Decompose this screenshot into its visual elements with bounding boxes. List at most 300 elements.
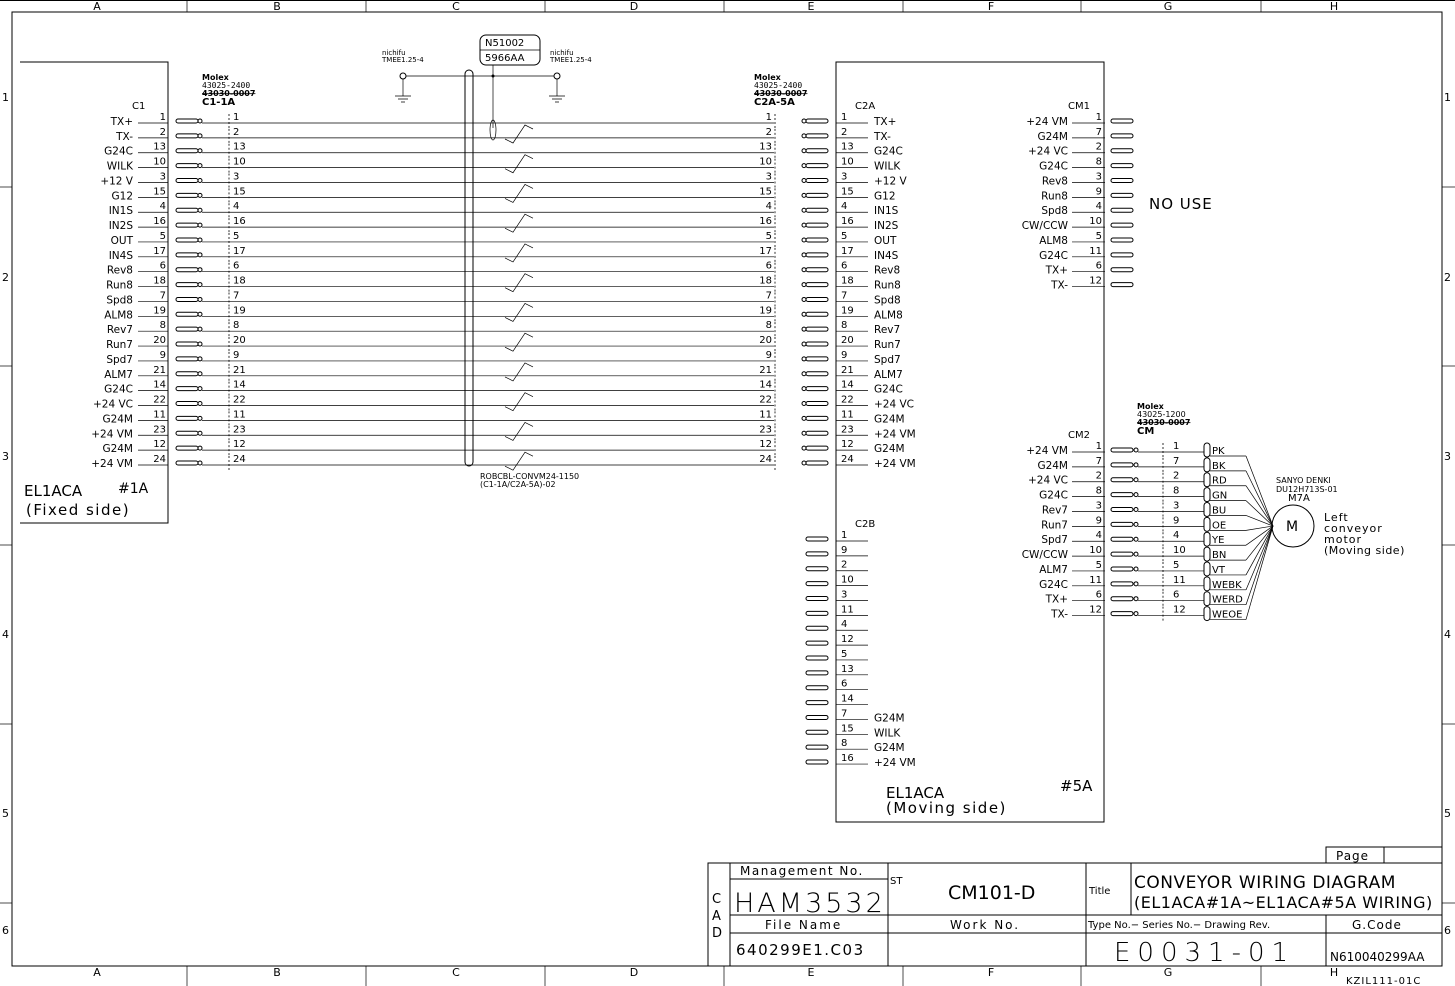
twist-marker-icon	[505, 333, 533, 351]
pin-contact-icon	[806, 268, 828, 272]
pin-contact-icon	[806, 402, 828, 406]
c2b-signal-label: WILK	[874, 727, 901, 740]
c2a-pin-number: 21	[841, 364, 854, 376]
left-unit-box	[20, 62, 168, 523]
c2b-pin-row	[806, 694, 868, 710]
wire-ferrule-icon	[1204, 473, 1210, 487]
c1-pin-number: 20	[153, 335, 166, 347]
c2a-pin-number: 14	[841, 379, 854, 391]
grid-col-top: G	[1163, 0, 1173, 13]
c2b-pin-number: 12	[841, 634, 854, 646]
c1-plug-pin-number: 5	[233, 230, 240, 242]
pin-contact-icon	[1111, 537, 1133, 541]
pin-contact-icon	[806, 656, 828, 660]
cm1-pin-row	[1026, 112, 1133, 128]
c2a-plug-pin-number: 4	[765, 201, 772, 213]
motor-desc-1: Left	[1324, 511, 1349, 524]
wire-row	[107, 320, 900, 351]
wire-row	[115, 127, 891, 143]
cm1-signal-label: Rev8	[1041, 175, 1068, 188]
c1-plug-pin-number: 22	[233, 394, 246, 406]
c1-plug-pin-number: 9	[233, 349, 240, 361]
cm-plug-pin-number: 2	[1173, 470, 1180, 482]
cm2-pin-row	[1039, 486, 1273, 526]
wire-ferrule-icon	[1204, 502, 1210, 516]
pin-contact-icon	[806, 149, 828, 153]
cm-plug-pin-number: 12	[1173, 604, 1186, 616]
cm1-pin-number: 6	[1095, 260, 1102, 272]
c1-signal-label: +12 V	[100, 175, 133, 188]
c2b-pin-number: 2	[841, 559, 848, 571]
motor-symbol: M	[1286, 519, 1299, 535]
wire-row	[107, 157, 902, 173]
motor-wire-color: BK	[1212, 460, 1226, 472]
grid-col-top: D	[629, 0, 639, 13]
c2b-pin-row	[806, 560, 868, 576]
twist-marker-icon	[505, 155, 533, 173]
c2a-plug-pin-number: 10	[759, 156, 772, 168]
wire-ferrule-icon	[1204, 443, 1210, 457]
drawing-number: E0031-01	[1114, 938, 1296, 968]
grid-col-bottom: A	[93, 966, 101, 979]
c1-plug-pin-number: 10	[233, 156, 246, 168]
file-name-label: File Name	[765, 918, 843, 932]
c1-id: C1	[132, 101, 146, 112]
pin-contact-icon	[806, 582, 828, 586]
c1-pin-number: 12	[153, 439, 166, 451]
management-label: Management No.	[740, 864, 864, 878]
c1-part1: 43025-2400	[202, 81, 251, 90]
cm2-signal-label: G24C	[1039, 578, 1068, 591]
c2a-plug-pin-number: 16	[759, 216, 772, 228]
c1-signal-label: Spd8	[106, 294, 133, 307]
twist-marker-icon	[505, 303, 533, 321]
left-unit-name: EL1ACA	[24, 482, 83, 500]
cad-letter-d: D	[712, 926, 723, 941]
c1-pin-number: 5	[159, 230, 166, 242]
c2b-id: C2B	[855, 519, 876, 530]
c2a-part2: 43030-0007	[754, 89, 808, 98]
c1-pin-number: 16	[153, 216, 166, 228]
c2a-pin-number: 24	[841, 454, 854, 466]
pin-contact-icon	[806, 730, 828, 734]
cm1-signal-label: Spd8	[1041, 205, 1068, 218]
cm2-pin-row	[1039, 526, 1273, 576]
c1-plug-pin-number: 21	[233, 364, 246, 376]
c2b-pin-row	[806, 708, 905, 724]
cm-plug-pin-number: 10	[1173, 545, 1186, 557]
grid-row-right: 2	[1444, 271, 1451, 284]
type-no-label: Type No.− Series No.− Drawing Rev.	[1088, 920, 1271, 931]
motor-wire-color: BN	[1212, 550, 1227, 562]
cm2-pin-number: 5	[1095, 559, 1102, 571]
cable-part-number: ROBCBL-CONVM24-1150	[480, 472, 580, 481]
file-name: 640299E1.C03	[736, 941, 865, 959]
pin-contact-icon	[806, 461, 828, 465]
c2a-plug-pin-number: 2	[765, 126, 772, 138]
wire-row	[112, 186, 896, 202]
c1-plug-pin-number: 13	[233, 141, 246, 153]
c1-plug-pin-number: 7	[233, 290, 240, 302]
cm2-signal-label: +24 VC	[1027, 474, 1068, 487]
motor-desc-3: motor	[1324, 533, 1363, 546]
wire-ferrule-icon	[1204, 562, 1210, 576]
pin-contact-icon	[1111, 253, 1133, 257]
grid-row-left: 1	[2, 91, 9, 104]
left-terminal-maker: nichifu	[382, 49, 406, 57]
cm1-pin-row	[1039, 157, 1133, 173]
pin-contact-icon	[806, 611, 828, 615]
pin-contact-icon	[806, 164, 828, 168]
pin-contact-icon	[1111, 552, 1133, 556]
cm2-pin-row	[1045, 526, 1273, 606]
cm2-pin-row	[1042, 500, 1273, 526]
c2a-pin-number: 11	[841, 409, 854, 421]
left-connector-header	[132, 73, 255, 112]
c1-plug-pin-number: 15	[233, 186, 246, 198]
cm2-signal-label: CW/CCW	[1021, 549, 1068, 562]
pin-contact-icon	[806, 387, 828, 391]
c2b-pin-number: 3	[841, 589, 848, 601]
c2a-signal-label: ALM7	[874, 368, 903, 381]
motor-wire-color: WEBK	[1212, 579, 1242, 591]
c2b-pin-number: 4	[841, 619, 848, 631]
c1-pin-number: 19	[153, 305, 166, 317]
pin-contact-icon	[1111, 193, 1133, 197]
c2b-pin-row	[806, 634, 868, 650]
c1-signal-label: IN2S	[108, 220, 133, 233]
cm-plug-pin-number: 9	[1173, 515, 1180, 527]
grid-col-bottom: G	[1163, 966, 1173, 979]
cm2-pin-number: 3	[1095, 500, 1102, 512]
c2a-signal-label: IN1S	[874, 205, 899, 218]
twist-marker-icon	[505, 214, 533, 232]
cm2-signal-label: G24C	[1039, 489, 1068, 502]
c2a-signal-label: IN2S	[874, 220, 899, 233]
cm2-signal-label: TX+	[1045, 593, 1068, 606]
cm2-pin-row	[1041, 515, 1273, 531]
cm2-pin-number: 7	[1095, 455, 1102, 467]
pin-contact-icon	[1111, 507, 1133, 511]
pin-contact-icon	[1111, 612, 1133, 616]
c2a-pin-number: 4	[841, 201, 848, 213]
c2a-plug-pin-number: 12	[759, 439, 772, 451]
cm2-pins	[1022, 402, 1273, 621]
c1-signal-label: Spd7	[106, 353, 133, 366]
c2a-signal-label: ALM8	[874, 309, 903, 322]
pin-contact-icon	[806, 671, 828, 675]
cm2-part2: 43030-0007	[1137, 418, 1191, 427]
c1-signal-label: TX-	[116, 130, 133, 143]
pin-contact-icon	[1111, 478, 1133, 482]
c2a-pin-number: 5	[841, 230, 848, 242]
motor-wire-color: RD	[1212, 475, 1227, 487]
cm2-signal-label: ALM7	[1039, 563, 1068, 576]
cm1-pin-number: 8	[1095, 156, 1102, 168]
cm1-pin-number: 9	[1095, 186, 1102, 198]
c2a-pin-number: 9	[841, 349, 848, 361]
c2b-pin-row	[806, 589, 868, 605]
c1-plug-pin-number: 12	[233, 439, 246, 451]
wire-row	[102, 409, 904, 440]
c1-pin-number: 3	[159, 171, 166, 183]
cm2-pin-row	[1050, 526, 1273, 621]
wire-ferrule-icon	[1204, 517, 1210, 531]
cm1-pin-number: 2	[1095, 141, 1102, 153]
c1-signal-label: +24 VC	[92, 398, 133, 411]
st-label: ST	[890, 876, 903, 887]
shield-label-2: 5966AA	[485, 53, 525, 64]
twist-marker-icon	[505, 125, 533, 143]
c2a-signal-label: TX+	[874, 116, 897, 128]
pin-contact-icon	[1111, 283, 1133, 287]
cm1-signal-label: G24C	[1039, 160, 1068, 173]
pin-contact-icon	[806, 537, 828, 541]
c1-wire-rows	[91, 112, 916, 470]
right-terminal-part: TMEE1.25-4	[550, 56, 592, 64]
pin-contact-icon	[176, 342, 198, 346]
c2b-pin-number: 13	[841, 663, 854, 675]
pin-contact-icon	[176, 283, 198, 287]
pin-contact-icon	[176, 119, 198, 123]
c1-plug-pin-number: 4	[233, 201, 240, 213]
twist-marker-icon	[505, 184, 533, 202]
motor-wire-color: OE	[1212, 520, 1227, 532]
c2a-signal-label: G24C	[874, 383, 903, 396]
right-unit-side: (Moving side)	[886, 799, 1007, 817]
c2a-pin-number: 13	[841, 141, 854, 153]
twist-marker-icon	[505, 244, 533, 262]
pin-contact-icon	[1111, 119, 1133, 123]
wire-row	[107, 261, 900, 292]
grid-col-top: B	[273, 0, 281, 13]
pin-contact-icon	[806, 567, 828, 571]
left-unit-number: #1A	[118, 481, 149, 497]
pin-contact-icon	[1111, 493, 1133, 497]
c2a-signal-label: G24C	[874, 145, 903, 158]
c1-plug-pin-number: 18	[233, 275, 246, 287]
c2b-pin-number: 11	[841, 604, 854, 616]
pin-contact-icon	[176, 431, 198, 435]
pin-contact-icon	[176, 208, 198, 212]
pin-contact-icon	[176, 402, 198, 406]
c2a-signal-label: OUT	[874, 234, 897, 247]
c2b-pin-number: 15	[841, 723, 854, 735]
pin-contact-icon	[176, 327, 198, 331]
c1-plug-pin-number: 1	[233, 112, 240, 123]
page-label: Page	[1336, 849, 1370, 863]
grid-col-top: C	[452, 0, 460, 13]
left-unit-side: (Fixed side)	[26, 501, 131, 519]
cm-plug-pin-number: 7	[1173, 455, 1180, 467]
cm1-signal-label: ALM8	[1039, 234, 1068, 247]
pin-contact-icon	[806, 431, 828, 435]
c2a-plug-pin-number: 14	[759, 379, 772, 391]
c1-pin-number: 10	[153, 156, 166, 168]
pin-contact-icon	[176, 387, 198, 391]
pin-contact-icon	[1111, 164, 1133, 168]
c1-plug-pin-number: 20	[233, 335, 246, 347]
c1-pin-number: 7	[159, 290, 166, 302]
c1-signal-label: +24 VM	[91, 428, 133, 441]
c1-plug-pin-number: 2	[233, 126, 240, 138]
cm1-pin-number: 7	[1095, 126, 1102, 138]
pin-contact-icon	[1111, 238, 1133, 242]
c2b-pin-row	[806, 575, 868, 591]
c2a-signal-label: TX-	[874, 130, 891, 143]
pin-contact-icon	[806, 134, 828, 138]
grid-row-right: 6	[1444, 924, 1451, 937]
cm1-signal-label: G24C	[1039, 249, 1068, 262]
c2b-pin-row	[806, 738, 905, 754]
wire-ferrule-icon	[1204, 592, 1210, 606]
c2a-signal-label: G24M	[874, 443, 905, 456]
motor-wire-color: YE	[1212, 535, 1225, 547]
cm2-pin-number: 9	[1095, 515, 1102, 527]
cm1-signal-label: Run8	[1041, 190, 1068, 203]
c2a-plug-pin-number: 9	[765, 349, 772, 361]
cm1-pin-number: 1	[1095, 112, 1102, 123]
cm2-id: CM2	[1068, 430, 1090, 441]
cm1-pins	[1022, 101, 1213, 292]
pin-contact-icon	[176, 178, 198, 182]
c1-pin-number: 11	[153, 409, 166, 421]
motor-wire-color: VT	[1212, 564, 1225, 576]
c2a-signal-label: +12 V	[874, 175, 907, 188]
management-number: HAM3532	[734, 888, 886, 919]
wire-ferrule-icon	[1204, 458, 1210, 472]
c1-signal-label: WILK	[106, 160, 133, 173]
cm1-pin-number: 11	[1089, 245, 1102, 257]
cm-plug-pin-number: 8	[1173, 485, 1180, 497]
c1-pin-number: 15	[153, 186, 166, 198]
wire-ferrule-icon	[1204, 532, 1210, 546]
pin-contact-icon	[806, 626, 828, 630]
pin-contact-icon	[176, 134, 198, 138]
pin-contact-icon	[806, 193, 828, 197]
c2a-pin-number: 12	[841, 439, 854, 451]
c2b-pin-number: 10	[841, 574, 854, 586]
c2a-ref: C2A-5A	[754, 97, 795, 108]
c1-pin-number: 13	[153, 141, 166, 153]
c2b-pin-number: 8	[841, 738, 848, 750]
pin-contact-icon	[176, 297, 198, 301]
c2a-signal-label: +24 VC	[874, 398, 915, 411]
wire-row	[91, 454, 916, 470]
c2a-pin-number: 17	[841, 245, 854, 257]
wire-row	[110, 112, 897, 143]
cm-plug-pin-number: 5	[1173, 559, 1180, 571]
pin-contact-icon	[1111, 522, 1133, 526]
c2b-pin-number: 16	[841, 753, 854, 765]
grid-col-bottom: C	[452, 966, 460, 979]
cm1-pin-row	[1022, 216, 1133, 232]
st-value: CM101-D	[948, 882, 1036, 904]
grid-row-left: 3	[2, 450, 9, 463]
c2a-plug-pin-number: 20	[759, 335, 772, 347]
c2a-plug-pin-number: 18	[759, 275, 772, 287]
c2b-pin-row	[806, 753, 916, 769]
c1-plug-pin-number: 8	[233, 320, 240, 332]
grid-col-bottom: F	[987, 966, 995, 979]
pin-contact-icon	[806, 327, 828, 331]
c2b-signal-label: G24M	[874, 742, 905, 755]
c1-pin-number: 17	[153, 245, 166, 257]
cm2-signal-label: +24 VM	[1026, 445, 1068, 457]
pin-contact-icon	[806, 283, 828, 287]
c2a-plug-pin-number: 15	[759, 186, 772, 198]
c1-pin-number: 21	[153, 364, 166, 376]
wire-row	[108, 230, 897, 262]
c1-plug-pin-number: 23	[233, 424, 246, 436]
c2b-pin-number: 5	[841, 648, 848, 660]
right-connector-header	[754, 73, 875, 112]
cable-bundle	[465, 70, 473, 466]
form-code: KZIL111-01C	[1346, 976, 1422, 986]
c2a-plug-pin-number: 6	[765, 260, 772, 272]
c1-maker: Molex	[202, 73, 229, 82]
c2b-signal-label: +24 VM	[874, 757, 916, 770]
twist-marker-icon	[505, 422, 533, 440]
grid-row-left: 6	[2, 924, 9, 937]
c1-pin-number: 4	[159, 201, 166, 213]
pin-contact-icon	[1111, 149, 1133, 153]
pin-contact-icon	[176, 164, 198, 168]
c2a-pin-number: 8	[841, 320, 848, 332]
pin-contact-icon	[176, 223, 198, 227]
c1-pin-number: 23	[153, 424, 166, 436]
c2a-signal-label: Spd8	[874, 294, 901, 307]
c1-signal-label: ALM7	[104, 368, 133, 381]
c2a-pin-number: 6	[841, 260, 848, 272]
c1-signal-label: Run7	[106, 339, 133, 352]
c1-signal-label: Run8	[106, 279, 133, 292]
pin-contact-icon	[176, 372, 198, 376]
c2b-pins	[806, 519, 916, 769]
c2a-signal-label: G24M	[874, 413, 905, 426]
c2a-pin-number: 20	[841, 335, 854, 347]
c2a-plug-pin-number: 23	[759, 424, 772, 436]
c2a-plug-pin-number: 17	[759, 245, 772, 257]
motor-wire-color: BU	[1212, 505, 1227, 517]
twist-marker-icon	[505, 274, 533, 292]
pin-contact-icon	[806, 238, 828, 242]
cm2-pin-number: 4	[1095, 530, 1102, 542]
cm2-signal-label: G24M	[1037, 459, 1068, 472]
c2a-plug-pin-number: 21	[759, 364, 772, 376]
cm1-pin-number: 10	[1089, 216, 1102, 228]
cm1-pin-row	[1042, 171, 1133, 187]
c2b-pin-row	[806, 723, 901, 739]
wire-row	[91, 424, 916, 440]
cm2-pin-number: 8	[1095, 485, 1102, 497]
c2b-signal-label: G24M	[874, 712, 905, 725]
c1-signal-label: G24M	[102, 443, 133, 456]
pin-contact-icon	[176, 312, 198, 316]
cm2-signal-label: Rev7	[1041, 504, 1068, 517]
c1-signal-label: ALM8	[104, 309, 133, 322]
c1-plug-pin-number: 19	[233, 305, 246, 317]
cm2-signal-label: TX-	[1051, 608, 1068, 621]
cad-letter-c: C	[712, 892, 722, 907]
cable-part-suffix: (C1-1A/C2A-5A)-02	[480, 480, 556, 489]
wire-row	[102, 439, 904, 470]
cm1-signal-label: +24 VC	[1027, 145, 1068, 158]
pin-contact-icon	[1111, 448, 1133, 452]
cm2-pin-number: 2	[1095, 470, 1102, 482]
pin-contact-icon	[806, 372, 828, 376]
cad-letter-a: A	[712, 909, 721, 924]
